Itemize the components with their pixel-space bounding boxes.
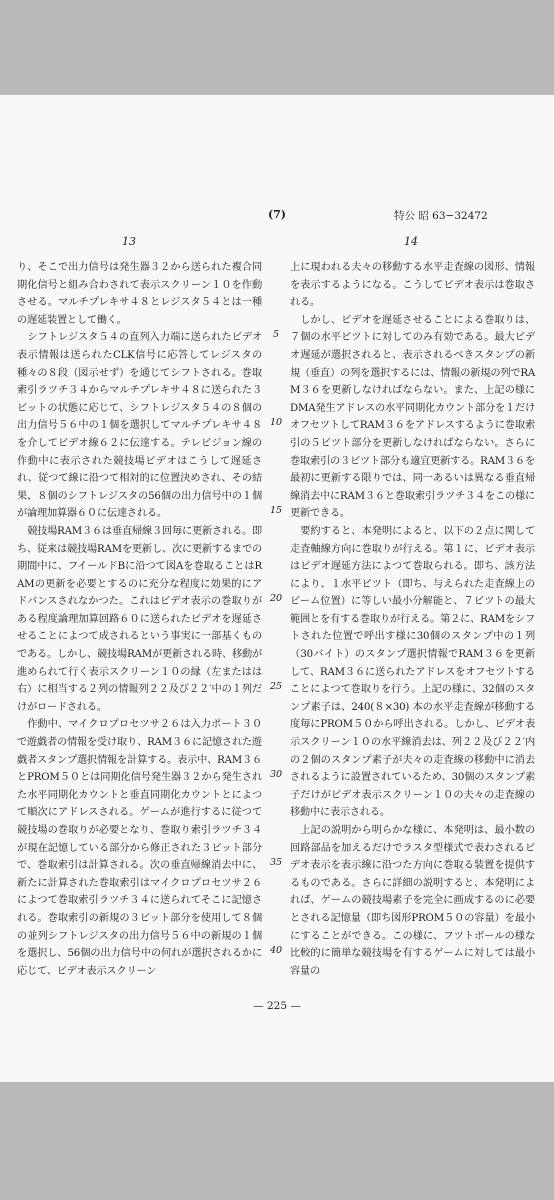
line-number: 20	[269, 593, 283, 604]
page-number: — 225 —	[253, 1000, 301, 1012]
page-index: (7)	[267, 208, 287, 221]
paragraph: しかし、ビデオを遅延させることによる巻取りは、７個の水平ピツトに対してのみ有効である。最大ビデオ遅延が選択されると、表示されるべきスタンプの新規（垂直）の列を選択するには、情報の新規の列でRAM３６を更新しなければならない。また、上記の様にDMA発生アドレスの水平同期化カウント部分を１だけオフセツトしてRAM３６をアドレスするように巻取索引の５ビツト部分を更新しなければならない。さらに巻取索引の３ビツト部分も適宜更新する。RAM３６を最初に更新する限りでは、同一あるいは異なる垂直帰線消去中にRAM３６と巻取索引ラツチ３４をこの様に更新できる。	[290, 314, 535, 520]
paragraph: 上に現われる夫々の移動する水平走査線の図形、情報を表示するようになる。こうしてビデオ表示は巻取される。	[290, 262, 535, 309]
patent-number: 特公 昭 63−32472	[394, 210, 488, 222]
paragraph: 作動中、マイクロプロセツサ２６は入力ポート３０で遊戯者の情報を受け取り、RAM３６に記憶された遊戯者スタンプ選択情報を計算する。表示中、RAM３６とPROM５０とは同期化信号発生器３２から発生された水平同期化カウントと垂直同期化カウントとによつて順次にアドレスされる。ゲームが進行するに従つて競技場の巻取りが必要となり、巻取り索引ラツチ３４が現在記憶している部分から修正された３ビット部分で、巻取索引は計算される。次の垂直帰線消去中に、新たに計算された巻取索引はマイクロプロセツサ２６によつて巻取索引ラツチ３４に送られてそこに記憶される。巻取索引の新規の３ビット部分を使用して８個の並列シフトレジスタの出力信号５６中の新規の１個を選択し、56個の出力信号中の何れが選択されるかに応じて、ビデオ表示スクリーン	[17, 719, 262, 977]
line-number: 25	[269, 681, 283, 692]
paragraph: り、そこで出力信号は発生器３２から送られた複合同期化信号と組み合わされて表示スクリーン１０を作動させる。マルチプレキサ４８とレジスタ５４とは一種の遅延装置として働く。	[17, 262, 262, 326]
left-column-number: 13	[122, 235, 136, 248]
paragraph: シフトレジスタ５４の直列入力端に送られたビデオ表示情報は送られたCLK信号に応答してレジスタの種々の８段（図示せず）を通じてシフトされる。巻取索引ラツチ３４からマルチプレキサ４８に送られた３ビットの状態に応じて、シフトレジスタ５４の８個の出力信号５６中の１個を選択してマルチプレキサ４８を介してビデオ線６２に伝達する。テレビジョン線の作動中に表示された競技場ビデオはこうして遅延され、従つて線に沿つて相対的に位置決めされ、その結果、８個のシフトレジスタの56個の出力信号中の１個が論理加算器６０に伝達される。	[17, 332, 262, 520]
paragraph: 上記の説明から明らかな様に、本発明は、最小数の回路部品を加えるだけでラスタ型様式で表わされるビデオ表示を表示線に沿つた方向に巻取る装置を提供するものである。さらに詳細の説明すると、本発明によれば、ゲームの競技場素子を完全に画成するのに必要とされる記憶量（即ち図形PROM５０の容量）を最小にすることができる。この様に、フツトボールの様な比較的に簡単な競技場を有するゲームに対しては最小容量の	[290, 825, 535, 977]
line-number: 15	[269, 505, 283, 516]
left-column-text	[17, 259, 262, 980]
line-number: 5	[272, 329, 280, 340]
line-number: 35	[269, 857, 283, 868]
paragraph: 要約すると、本発明によると、以下の２点に関して走査軸線方向に巻取りが行える。第１に、ビデオ表示はビデオ遅延方法によつて巻取られる。即ち、該方法により、１水平ピツト（即ち、与えられた走査線上のビーム位置）に等しい最小分解能と、７ビツトの最大範囲とを有する巻取りが行える。第２に、RAMをシフトされた位置で呼出す様に30個のスタンプ中の１列（30バイト）のスタンプ選択情報でRAM３６を更新して、RAM３６に送られたアドレスをオフセツトすることによつて巻取りを行う。上記の様に、32個のスタンプ素子は、240(８×30) 本の水平走査線が移動する度毎にPROM５０から呼出される。しかし、ビデオ表示スクリーン１０の水平線消去は、列２２及び２２′内の２個のスタンプ素子が夫々の走査線の移動中に消去されるように設置されているため、30個のスタンプ素子だけがビデオ表示スクリーン１０の夫々の走査線の移動中に表示される。	[290, 525, 535, 819]
line-number: 40	[269, 945, 283, 956]
right-column-text	[290, 259, 535, 980]
line-number: 30	[269, 769, 283, 780]
paragraph: 競技場RAM３６は垂直帰線３回毎に更新される。即ち、従来は競技場RAMを更新し、次に更新するまでの期間中に、フイールドBに沿つて図Aを巻取ることはRAMの更新を必要とするのに充分な程度に効果的にアドバンスされなかつた。これはビデオ表示の巻取りがある程度論理加算回路６０に送られたビデオを遅延させることによつて成されるという事実に一部基くものである。しかし、競技場RAMが更新される時、移動が進められて行く表示スクリーン１０の縁（左またはは右）に相当する２列の情報列２２及び２２′中の１列だけがロードされる。	[17, 525, 262, 713]
right-column-number: 14	[404, 235, 418, 248]
line-number: 10	[269, 417, 283, 428]
